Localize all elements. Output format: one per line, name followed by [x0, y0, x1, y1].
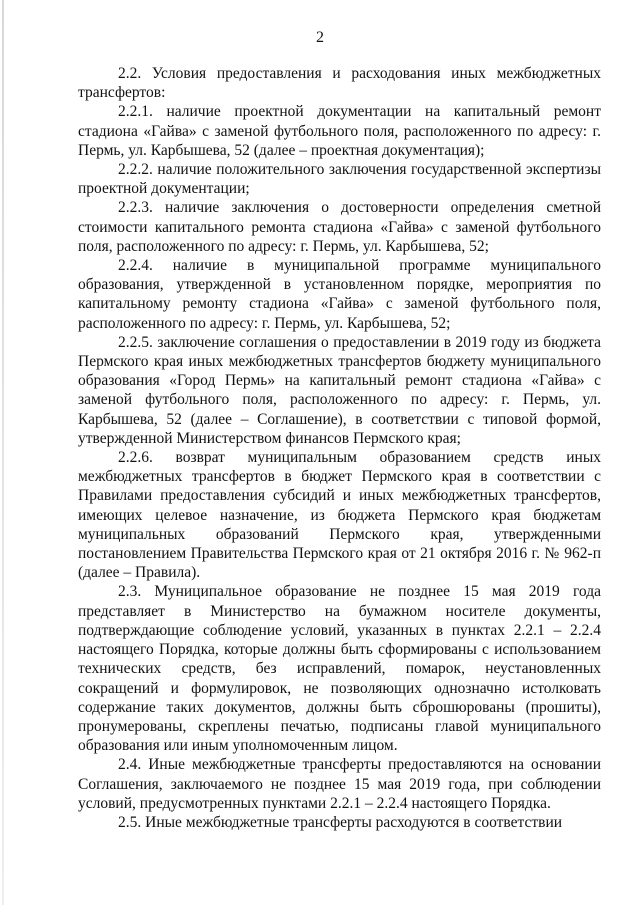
page-number: 2: [316, 29, 324, 46]
paragraph-2-2: 2.2. Условия предоставления и расходования иных межбюджетных трансфертов:: [78, 65, 601, 102]
paragraph-2-2-3: 2.2.3. наличие заключения о достоверности определения сметной стоимости капитального ремонта стадиона «Гайва» с заменой футбольного поля, расположенного по адресу: г. Пермь, ул. Карбышева, 52;: [78, 199, 601, 255]
document-body: [78, 64, 601, 832]
paragraph-2-2-5: 2.2.5. заключение соглашения о предоставлении в 2019 году из бюджета Пермского края иных межбюджетных трансфертов бюджету муниципального образования «Город Пермь» на капитальный ремонт стадиона «Гайва» с заменой футбольного поля, расположенного по адресу: г. Пермь, ул. Карбышева, 52 (далее – Соглашение), в соответствии с типовой формой, утвержденной Министерством финансов Пермского края;: [78, 333, 601, 447]
scan-edge: [2, 0, 4, 905]
paragraph-2-3: 2.3. Муниципальное образование не позднее 15 мая 2019 года представляет в Министерство на бумажном носителе документы, подтверждающие соблюдение условий, указанных в пунктах 2.2.1 – 2.2.4 настоящего Порядка, которые должны быть сформированы с использованием технических средств, без исправлений, помарок, неустановленных сокращений и формулировок, не позволяющих однозначно истолковать содержание таких документов, должны быть сброшюрованы (прошиты), пронумерованы, скреплены печатью, подписаны главой муниципального образования или иным уполномоченным лицом.: [78, 583, 601, 755]
paragraph-2-2-1: 2.2.1. наличие проектной документации на капитальный ремонт стадиона «Гайва» с заменой футбольного поля, расположенного по адресу: г. Пермь, ул. Карбышева, 52 (далее – проектная документация);: [78, 103, 601, 159]
paragraph-2-5: 2.5. Иные межбюджетные трансферты расходуются в соответствии: [118, 813, 563, 831]
paragraph-2-2-4: 2.2.4. наличие в муниципальной программе муниципального образования, утвержденной в установленном порядке, мероприятия по капитальному ремонту стадиона «Гайва» с заменой футбольного поля, расположенного по адресу: г. Пермь, ул. Карбышева, 52;: [78, 257, 601, 332]
paragraph-2-4: 2.4. Иные межбюджетные трансферты предоставляются на основании Соглашения, заключаемого не позднее 15 мая 2019 года, при соблюдении условий, предусмотренных пунктами 2.2.1 – 2.2.4 настоящего Порядка.: [78, 756, 601, 812]
paragraph-2-2-6: 2.2.6. возврат муниципальным образованием средств иных межбюджетных трансфертов в бюджет Пермского края в соответствии с Правилами предоставления субсидий и иных межбюджетных трансфертов, имеющих целевое назначение, из бюджета Пермского края бюджетам муниципальных образований Пермского края, утвержденными постановлением Правительства Пермского края от 21 октября 2016 г. № 962-п (далее – Правила).: [78, 449, 601, 582]
paragraph-2-2-2: 2.2.2. наличие положительного заключения государственной экспертизы проектной документации;: [78, 161, 601, 198]
